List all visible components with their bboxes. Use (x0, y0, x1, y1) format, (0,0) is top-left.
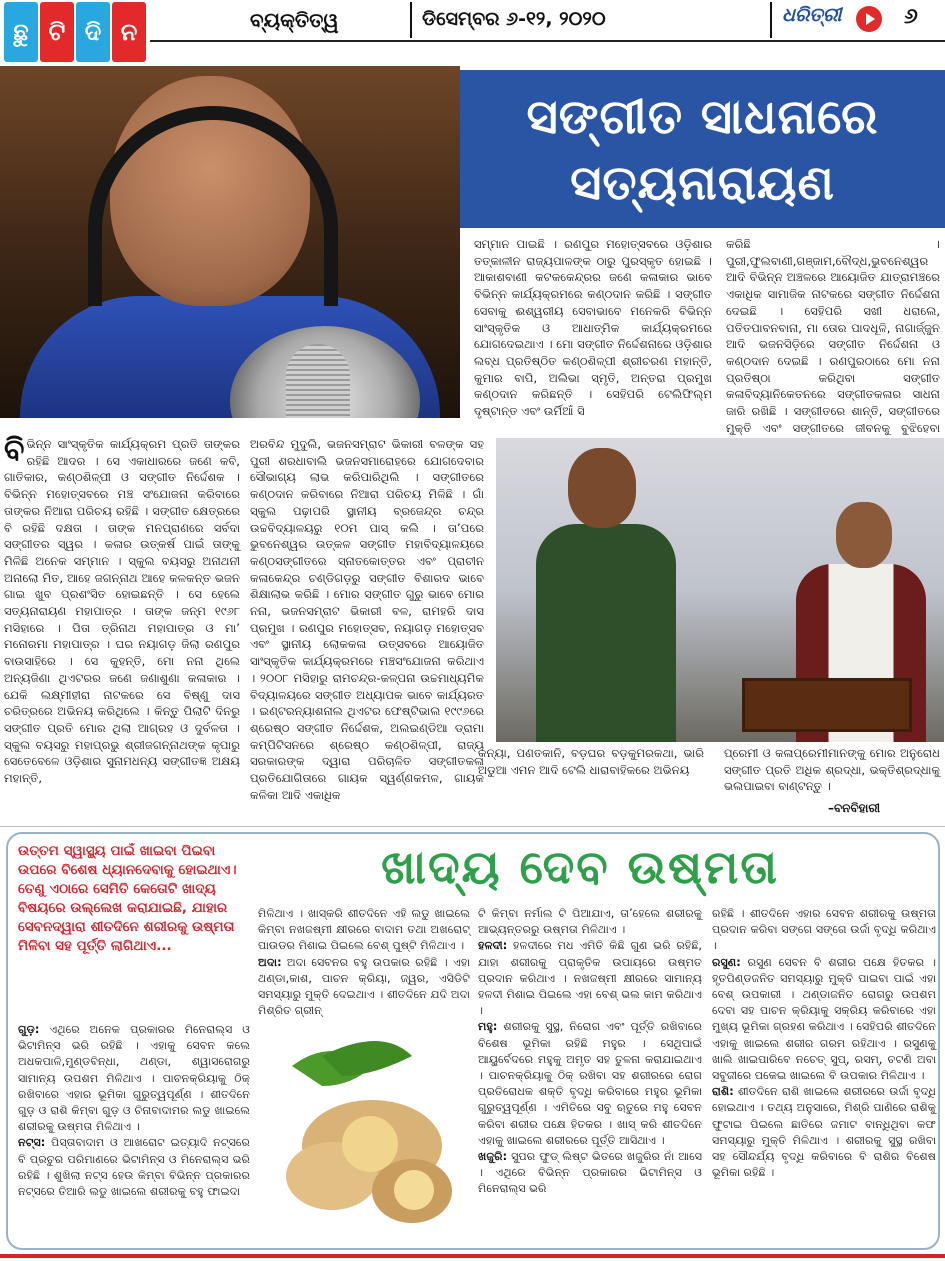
food-text: ହଳଦୀରେ ମଧ ଏମିତି କିଛି ଗୁଣ ଭରି ରହିଛି, ଯାହା ଶରୀରକୁ ପ୍ରାକୃତିକ ଉପାୟରେ ଉଷ୍ମତ ପ୍ରଦାନ କରିଥାଏ । ନଖଜଷ୍ମୀ କ୍ଷୀରରେ ସାମାନ୍ୟ ହଳଦୀ ମିଶାଇ ପିଇଲେ ଏହା ବେଶ୍ ଭଲ କାମ କରିଥାଏ । (478, 939, 702, 1018)
food-text: ରସୁଣ ସେବନ ବି ଶରୀର ପକ୍ଷେ ହିତକର । ହୃତପିଣ୍ଡଜନିତ ସମସ୍ୟାରୁ ମୁକ୍ତି ପାଇବା ପାଇଁ ଏହା ବେଶ୍ ଉପକାରୀ । ଥଣ୍ଡାଜନିତ ରୋଗରୁ ଉପଶମ ଦେବା ସହ ପାଚନ କ୍ରିୟାକୁ ସକ୍ରିୟ କରିବାରେ ଏହା ମୁଖ୍ୟ ଭୂମିକା ଗ୍ରହଣ କରିଥାଏ । ସେହିପରି ଶୀତଦିନେ ଏହାକୁ ଖାଇଲେ ଶରୀର ଗରମ ରହିଥାଏ । ରସୁଣକୁ ଖାଲି ଖାଇପାରିବେ ନଚେତ୍ ସୁପ୍, ରସମ୍, ଚଟଣି ଅବା ସବୁଜୀରେ ପକେଇ ଖାଇଲେ ବି ଉପକାର ମିଳିଥାଏ । (712, 955, 936, 1083)
food-text: ସୁପର ଫୁଡ୍ ଲିଷ୍ଟ ଭିତରେ ଖଜୁରିର ନାଁ ଆସେ । ଏଥିରେ ବିଭିନ୍ନ ପ୍ରକାରର ଭିଟାମିନ୍ସ ଓ ମିନେରାଲ୍ସ ଭରି (478, 1150, 702, 1196)
article-text: ଭିନ୍ନ ସାଂସ୍କୃତିକ କାର୍ଯ୍ୟକ୍ରମ ପ୍ରତି ତାଙ୍କର ରହିଛି ଆଦର । ସେ ଏକାଧାରରେ ଜଣେ କବି, ଗାତିକାର, କଣ୍ଠଶିଳ୍ପୀ ଓ ସଙ୍ଗୀତ ନିର୍ଦ୍ଦେଶକ । ବିଭିନ୍ନ ମହୋତ୍ସବରେ ମଞ୍ଚ ସଂଯୋଜନା କରିବାରେ ତାଙ୍କର ନିଆରା ପରିଚୟ ରହିଛି । ସଙ୍ଗୀତ କ୍ଷେତ୍ରରେ ବି ରହିଛି ଦକ୍ଷତା । ତାଙ୍କ ମନପ୍ରାଣରେ ସର୍ବଦା ସଙ୍ଗୀତର ସ୍ୱର । କଳାର ଉତ୍କର୍ଷ ପାଇଁ ତାଙ୍କୁ ମିଳିଛି ଅନେକ ସମ୍ମାନ । ସ୍କୁଲ ବୟସରୁ ଅନାଥନୀ ଅନାଲୋ ମିତ, ଆହେ ଜଗନ୍ନାଥ ଆହେ କଳକନ୍ତ ଭଜନ ଗାଇ ଖୁବ ପ୍ରଶଂସିତ ହୋଇଛନ୍ତି । ସେ ହେଲେ ସତ୍ୟନାରାୟଣ ମହାପାତ୍ର । ତାଙ୍କ ଜନ୍ମ ୧୯୬୮ ମସିହାରେ । ପିତା ତ୍ରିନାଥ ମହାପାତ୍ର ଓ ମା’ ମନୋରମା ମହାପାତ୍ର । ଘର ନୟାଗଡ଼ ଜିଲା ରଣପୁର ବାଉସାହିରେ । ସେ କୁହନ୍ତି, ମୋ ନନା ଥିଲେ ଅନ୍ୟଜିଣା ଥିଏଟରର ଜଣେ ଜଣାଶୁଣା କଳାକାର । ଯେକି ଲକ୍ଷ୍ମୀହୀରା ନାଟକରେ ସେ ବିଷ୍ଣୁ ଦାସ ଚରିତ୍ରରେ ଅଭିନୟ କରିଥିଲେ । କିନ୍ତୁ ପିଲାଟି ଦିନରୁ ସଙ୍ଗୀତ ପ୍ରତି ମୋର ଥିଲା ଆଗ୍ରହ ଓ ଦୁର୍ବଳତା । ସ୍କୁଲ ବୟସରୁ ମହାପ୍ରଭୁ ଶ୍ରୀଜଗନ୍ନାଥଙ୍କ କୃପାରୁ ସେତେବେଳେ ଓଡ଼ିଶାର ସୁନାମଧନ୍ୟ ସଙ୍ଗୀତଜ୍ଞ ଅକ୍ଷୟ ମହାନ୍ତି, (4, 437, 240, 786)
food-label: ଖଜୁରି: (478, 1150, 508, 1164)
food-label: ହଳଦୀ: (478, 939, 508, 953)
article-column: ଅରବିନ୍ଦ ମୁଦୁଲି, ଭଜନସମ୍ରାଟ ଭିକାରୀ ବଳଙ୍କ ସହ ପୁରୀ ଶରଧାବାଲି ଭଜନସମାରୋହରେ ଯୋଗଦେବାର ସୌଭାଗ୍ୟ ଲାଭ କରିପାରିଥିଲି । ସଙ୍ଗୀତରେ କଣ୍ଠଦାନ କରିବାରେ ନିଆରା ପରିଚୟ ମିଳିଛି । ଗାଁ ସ୍କୁଲ ପଢ଼ାପରି ସ୍ଥାନୀୟ ବ୍ରଜେନ୍ଦ୍ର ଚନ୍ଦ୍ର ଉଚ୍ଚବିଦ୍ୟାଳୟରୁ ୧୦ମ ପାସ୍ କଲି । ତା’ପରେ ଭୁବନେଶ୍ୱର ଉତ୍କଳ ସଙ୍ଗୀତ ମହାବିଦ୍ୟାଳୟରେ କଣ୍ଠସଙ୍ଗୀତରେ ସ୍ନାତକୋତ୍ତର ଏବଂ ପ୍ରାଚୀନ କଳାକେନ୍ଦ୍ର ଚଣ୍ଡିଗଡ଼ରୁ ସଙ୍ଗୀତ ବିଶାରଦ ଭାବେ ଶିକ୍ଷାଲାଭ କରିଛି । ମୋର ସଙ୍ଗୀତ ଗୁରୁ ଭାବେ ମୋର ନନା, ଭଜନସମ୍ରାଟ ଭିକାରୀ ବଳ, ରାମହରି ଦାସ ପ୍ରମୁଖ । ରଣପୁର ମହୋତ୍ସବ, ନୟାଗଡ଼ ମହୋତ୍ସବ ଏବଂ ସ୍ଥାନୀୟ ଲୋକକଳା ଉତ୍ସବରେ ଆୟୋଜିତ ସାଂସ୍କୃତିକ କାର୍ଯ୍ୟକ୍ରମରେ ମଞ୍ଚସଂଯୋଜନା କରିଥାଏ । ୨୦୦୮ ମସିହାରୁ ରାମଚନ୍ଦ୍ର-କଳ୍ପନା ଉଚ୍ଚମାଧ୍ୟମିକ ବିଦ୍ୟାଳୟରେ ସଙ୍ଗୀତ ଅଧ୍ୟାପକ ଭାବେ କାର୍ଯ୍ୟରତ । ଇଣ୍ଟରନ୍ୟାଶନାଲ ଥିଏଟର ଫେଷ୍ଟିଭାଲ ୧୯୯୬ରେ ଶ୍ରେଷ୍ଠ ସଙ୍ଗୀତ ନିର୍ଦ୍ଦେଶକ, ଅଲଇଣ୍ଡିଆ ଡ୍ରାମା କମ୍ପିଟିସନରେ ଶ୍ରେଷ୍ଠ କଣ୍ଠଶିଳ୍ପୀ, ରାଜ୍ୟ ସରକାରଙ୍କ ଦ୍ୱାରା ପରିଚାଳିତ ସଙ୍ଗୀତକଳା ପ୍ରତିଯୋଗିତାରେ ଗାୟକ ସ୍ୱର୍ଣ୍ଣକମଳ, ଗାୟକ କଳିକା ଆଦି ଏକାଧିକ (250, 437, 484, 802)
article-column (258, 906, 470, 1019)
brand-tile: ଛୁ (4, 2, 38, 62)
article-column (478, 906, 702, 1198)
article-column (4, 433, 240, 787)
food-text: ଏଥିରେ ଅନେକ ପ୍ରକାରର ମିନେରାଲ୍ସ ଓ ଭିଟାମିନ୍ସ ଭରି ରହିଛି । ଏହାକୁ ସେବନ କଲେ ଅଧକପାଳି,ମୁଣ୍ଡବିନ୍ଧା, ଥଣ୍ଡା, ଶ୍ୱାସରୋଗରୁ ସାମାନ୍ୟ ଉପଶମ ମିଳିଥାଏ । ପାଚନକ୍ରିୟାକୁ ଠିକ୍ ରଖିବାରେ ଏହାର ଭୂମିକା ଗୁରୁତ୍ୱପୂର୍ଣ୍ଣ । ଶୀତଦିନେ ଗୁଡ଼ ଓ ରାଶି କିମ୍ବା ଗୁଡ଼ ଓ ଚିନାବାଦାମର ଲଡୁ ଖାଇଲେ ଶରୀରକୁ ଉଷ୍ମତା ମିଳିଥାଏ । (18, 1023, 250, 1134)
article-text: ରହିଛି । ଶୀତଦିନେ ଏହାର ସେବନ ଶରୀରକୁ ଉଷ୍ମତା ପ୍ରଦାନ କରିବା ସଙ୍ଗେ ସଙ୍ଗେ ଉର୍ଜା ବୃଦ୍ଧି କରିଥାଏ । (712, 907, 936, 953)
play-icon[interactable] (856, 6, 882, 32)
article-column (18, 1022, 250, 1200)
masthead (0, 0, 945, 64)
food-label: ରାଶି: (712, 1085, 734, 1099)
food-text: ଶରୀରକୁ ସୁସ୍ଥ, ନିରୋଗ ଏବଂ ପୂର୍ତ୍ତି ରଖିବାରେ ବିଶେଷ ଭୂମିକା ରହିଛି ମହୁର । ସେଥିପାଇଁ ଆୟୁର୍ବେଦରେ ମହୁକୁ ଅମୃତ ସହ ତୁଳନା କରାଯାଇଥାଏ । ପାଚନକ୍ରିୟାକୁ ଠିକ୍ ରଖିବା ସହ ଶରୀରରେ ରୋଗ ପ୍ରତିରୋଧକ ଶକ୍ତି ବୃଦ୍ଧି କରିବାରେ ମହୁର ଭୂମିକା ଗୁରୁତ୍ୱପୂର୍ଣ୍ଣ । ଏମିତିରେ ସବୁ ଋତୁରେ ମହୁ ସେବନ କରିବା ଶରୀର ପକ୍ଷେ ହିତକର । ଖାସ୍ କରି ଶୀତଦିନେ ଏହାକୁ ଖାଇଲେ ଶରୀରରେ ପୂର୍ତ୍ତି ଆସିଥାଏ । (478, 1020, 702, 1147)
player-head (836, 502, 892, 568)
headline-line: ସଙ୍ଗୀତ ସାଧନାରେ (526, 89, 879, 145)
brand-tile: ଦି (76, 2, 110, 62)
harmonium-icon (742, 678, 912, 732)
food-label: ମହୁ: (478, 1020, 498, 1034)
divider (150, 40, 945, 42)
food-item (18, 1022, 250, 1135)
headline-banner (460, 70, 945, 228)
performance-photo (496, 438, 944, 742)
food-text: ଅଦା ସେବନର ବହୁ ଉପକାର ରହିଛି । ଏହା ଥଣ୍ଡା,କାଶ, ପାଚନ କ୍ରିୟା, ଜ୍ୱର, ଏସିଡିଟି ସମସ୍ୟାରୁ ମୁକ୍ତି ଦେଇଥାଏ । ଶୀତଦିନେ ଯଦି ଅଦା ମିଶ୍ରିତ ଗ୍ରୀନ୍ (258, 955, 470, 1018)
ginger-icon (262, 1026, 468, 1236)
divider (410, 2, 412, 38)
article-column: କରିଛି । ପୁରୀ,ଫୁଲବାଣୀ,ଗଞ୍ଜାମ,ବୌଦ୍ଧ,ଭୁବନେଶ୍ୱର ଆଦି ବିଭିନ୍ନ ଅଞ୍ଚଳରେ ଆୟୋଜିତ ଯାତ୍ରାମଞ୍ଚରେ ଏକାଧିକ ସାମାଜିକ ନାଟକରେ ସଙ୍ଗୀତ ନିର୍ଦ୍ଦେଶନା ଦେଇଛି । ସେହିପରି ସଖୀ ଧରାଲେ, ପତିତପାବନବାନା, ମା ତୋର ପାଦଧୂଳି, ନାଗାର୍ଜ୍ଜୁନ ଆଦି ଭଜନସିଡ଼ିରେ ସଙ୍ଗୀତ ନିର୍ଦ୍ଦେଶନା ଓ କଣ୍ଠଦାନ ଦେଇଛି । ରଣପୁରଠାରେ ମୋ ନନା ପ୍ରତିଷ୍ଠା କରିଥିବା ସଙ୍ଗୀତ କଳାବିଦ୍ୟାନିକେତନରେ ସଙ୍ଗୀତକଳାର ସାଧନା ଜାରି ରଖିଛି । ସଙ୍ଗୀତରେ ଶାନ୍ତି, ସଙ୍ଗୀତରେ ମୁକ୍ତି ଏବଂ ସଙ୍ଗୀତରେ ଜୀବନକୁ ବୁଝିହେବା (726, 237, 940, 435)
singer-vest (536, 524, 676, 742)
food-item (478, 938, 702, 1019)
dropcap: ବି (4, 433, 25, 468)
singer-figure (516, 448, 686, 742)
food-item (258, 955, 470, 1020)
food-label: ଅଦା: (258, 955, 282, 969)
food-label: ନଟ୍ସ: (18, 1136, 46, 1150)
food-item (478, 1019, 702, 1149)
issue-date: ଡିସେମ୍ବର ୬-୧୨, ୨୦୨୦ (422, 8, 606, 30)
section-label: ବ୍ୟକ୍ତିତ୍ୱ (250, 8, 339, 32)
feature-intro: ଉତ୍ତମ ସ୍ୱାସ୍ଥ୍ୟ ପାଇଁ ଖାଇବା ପିଇବା ଉପରେ ବିଶେଷ ଧ୍ୟାନଦେବାକୁ ହୋଇଥାଏ। ତେଣୁ ଏଠାରେ ସେମିତି କେତୋଟି ଖାଦ୍ୟ ବିଷୟରେ ଉଲ୍ଲେଖ କରାଯାଇଛି, ଯାହାର ସେବନଦ୍ୱାରା ଶୀତଦିନେ ଶରୀରକୁ ଉଷ୍ମତା ମିଳିବା ସହ ପୂର୍ତ୍ତି ଲାଗିଥାଏ... (18, 843, 237, 954)
food-text: ଶୀତଦିନେ ରାଶି ଖାଇଲେ ଶରୀରରେ ଉର୍ଜା ବୃଦ୍ଧି ହୋଇଥାଏ । ତଥ୍ୟ ଅନୁସାରେ, ମିଶ୍ରି ପାଣିରେ ରାଶିକୁ ଫୁଟାଇ ପିଇଲେ ଛାତିରେ ଜମାଟ ବାନ୍ଧିଥିବା କଫ ସମସ୍ୟାରୁ ମୁକ୍ତି ମିଳିଥାଏ । ଶରୀରକୁ ସୁସ୍ଥ ରଖିବା ସହ ସୌନ୍ଦର୍ଯ୍ୟ ବୃଦ୍ଧି କରିବାରେ ବି ରାଶିର ବିଶେଷ ଭୂମିକା ରହିଛି । (712, 1085, 937, 1180)
food-item (712, 1084, 936, 1181)
brand-tile: ନ (112, 2, 146, 62)
brand-tile: ଟି (40, 2, 74, 62)
brand-logo[interactable] (4, 2, 146, 62)
article-text: ଟି କିମ୍ବା ନର୍ମାଲ ଟି ପିଆଯାଏ, ତା’ହେଲେ ଶରୀରକୁ ଆଭ୍ୟନ୍ତରରୁ ଉଷ୍ମତା ମିଳିଥାଏ । (478, 907, 702, 937)
headline-line: ସତ୍ୟନାରାୟଣ (570, 155, 835, 211)
page-number: ୬ (904, 4, 918, 29)
food-item (712, 955, 936, 1085)
feature-title: ଖାଦ୍ୟ ଦେବ ଉଷ୍ମତା (381, 840, 779, 894)
food-item (478, 1149, 702, 1198)
article-column (712, 906, 936, 1181)
article-column: ପ୍ରେମୀ ଓ କଳାପ୍ରେମୀମାନଙ୍କୁ ମୋର ଅନୁରୋଧ ସଙ୍ଗୀତ ପ୍ରତି ଅଧିକ ଶ୍ରଦ୍ଧା, ଭକ୍ତିଶ୍ରଦ୍ଧାକୁ ଭଲପାଇବା ବାଣ୍ଟନ୍ତୁ । (724, 746, 940, 794)
byline: –ବନବିହାରୀ (828, 801, 881, 815)
divider (0, 1254, 945, 1258)
singer-head (568, 448, 636, 528)
singer-portrait-photo (0, 66, 460, 418)
food-item (18, 1135, 250, 1200)
headline (460, 70, 945, 216)
food-label: ଗୁଡ଼: (18, 1023, 40, 1036)
food-label: ରସୁଣ: (712, 955, 741, 969)
divider (0, 826, 945, 827)
microphone-grill (286, 344, 350, 418)
article-column: କନ୍ୟା, ପଣତକାନି, ବଡ଼ଘର ବଡ଼କୁମରକଥା, ଭାରି ଅଡୁଆ ଏମନ ଆଦି ଟେଲି ଧାରାବାହିକରେ ଅଭିନୟ (478, 746, 704, 777)
divider (770, 2, 772, 38)
article-column: ସମ୍ମାନ ପାଇଛି । ରଣପୁର ମହୋତ୍ସବରେ ଓଡ଼ିଶାର ତତ୍କାଳୀନ ରାଜ୍ୟପାଳଙ୍କ ଠାରୁ ପୁରସ୍କୃତ ହୋଇଛି । ଆକାଶବାଣୀ କଟକକେନ୍ଦ୍ରର ଜଣେ କଳାକାର ଭାବେ ବିଭିନ୍ନ କାର୍ଯ୍ୟକ୍ରମରେ କଣ୍ଠଦାନ କରିଛି । ସଙ୍ଗୀତ ସେବାକୁ ଈଶ୍ୱରୀୟ ସେବାଭାବେ ମନେକରି ବିଭିନ୍ନ ସାଂସ୍କୃତିକ ଓ ଆଧାତ୍ମିକ କାର୍ଯ୍ୟକ୍ରମରେ ଯୋଗଦେଇଥାଏ । ମୋ ସଙ୍ଗୀତ ନିର୍ଦ୍ଦେଶନାରେ ଓଡ଼ିଶାର ଲବ୍ଧ ପ୍ରତିଷ୍ଠିତ କଣ୍ଠଶିଳ୍ପୀ ଶ୍ରୀଚରଣ ମହାନ୍ତି, କୁମାର ବାପି, ଅଲିଭା ସ୍ମୃତି, ଅନ୍ତରା ପ୍ରମୁଖ କଣ୍ଠଦାନ କରିଛନ୍ତି । ସେହିପରି ଟେଲିଫିଲ୍ମ ଦୃଷ୍ଟାନ୍ତ ଏବଂ ଉର୍ମିଆଁ ସି (474, 237, 712, 419)
article-text: ମିଳିଥାଏ । ଖାସ୍‌କରି ଶୀତଦିନେ ଏହି ଲଡୁ ଖାଇଲେ କିମ୍ବା ନଖଜଷ୍ମୀ କ୍ଷୀରରେ ବାଦାମ ତଥା ଅଖରୋଟ୍ ପାଉଡର ମିଶାଇ ପିଇଲେ ବେଶ୍ ପୁଷ୍ଟି ମିଳିଥାଏ । (258, 907, 470, 953)
paper-logo[interactable]: ଧରିତ୍ରୀ (782, 4, 842, 26)
food-text: ପିସ୍ତାବାଦାମ ଓ ଆଖରୋଟ ଇତ୍ୟାଦି ନଟ୍ସରେ ବି ପ୍ରଚୁର ପରିମାଣରେ ଭିଟାମିନ୍ସ ଓ ମିନେରାଲ୍ସ ଭରି ରହିଛି । ଶୁଖିଲା ନଟ୍ସ ହେଉ କିମ୍ବା ବିଭିନ୍ନ ପ୍ରକାରର ନଟ୍ସରେ ତିଆରି ଲଡୁ ଖାଇଲେ ଶରୀରକୁ ବହୁ ଫାଇଦା (18, 1136, 250, 1199)
